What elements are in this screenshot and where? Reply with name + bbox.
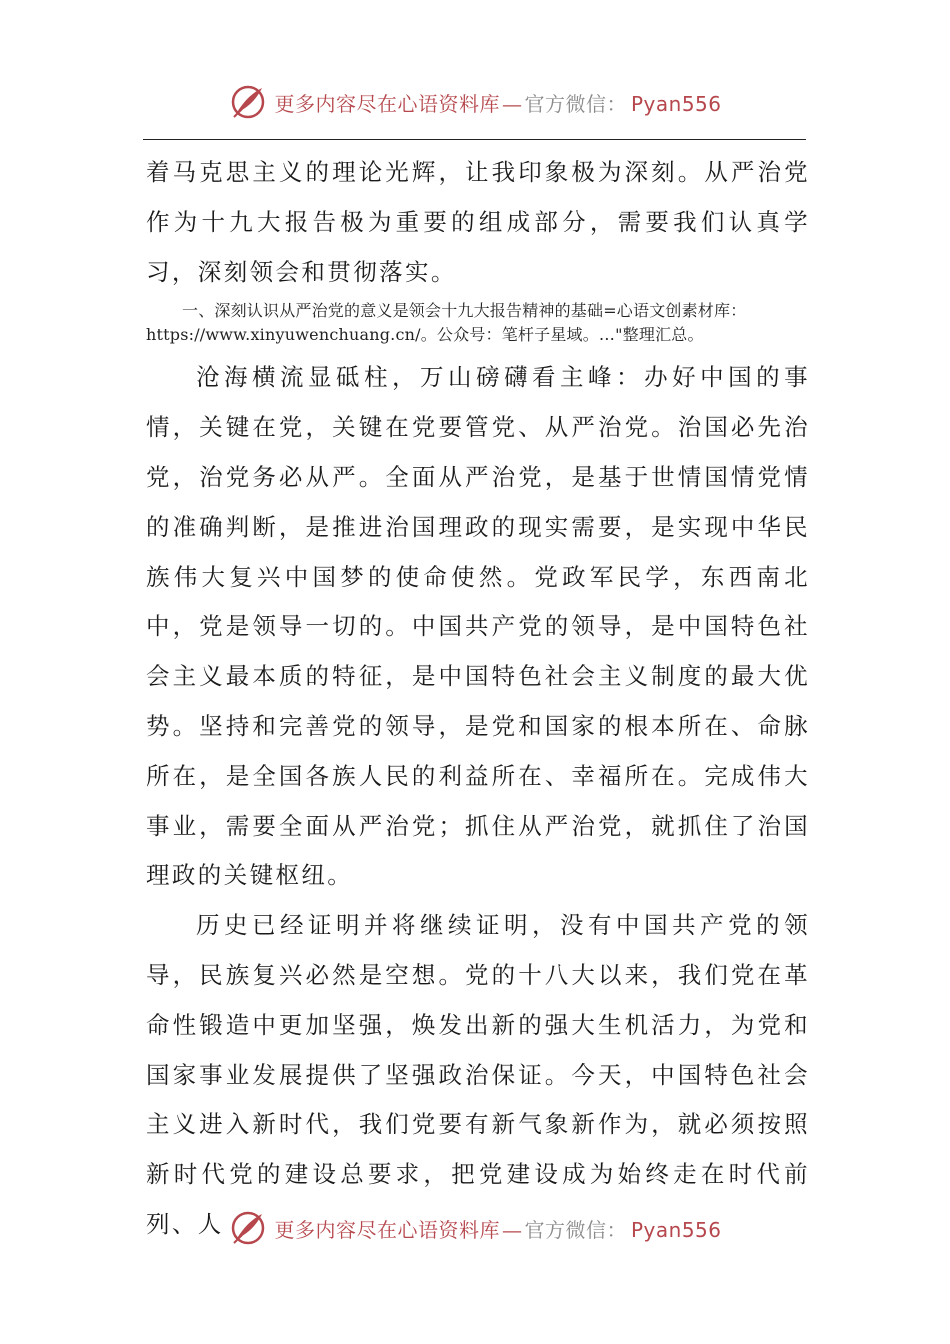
footer-banner-text	[274, 1214, 721, 1243]
footer-banner-dash: —	[501, 1217, 523, 1242]
header-banner-text	[274, 88, 721, 117]
footer-banner	[0, 1206, 950, 1250]
document-body	[146, 148, 810, 1250]
header-banner	[0, 80, 950, 124]
header-divider	[143, 139, 806, 140]
header-banner-label: 官方微信：	[524, 91, 627, 116]
quill-logo-icon	[228, 82, 268, 122]
header-banner-dash: —	[501, 91, 523, 116]
footer-banner-label: 官方微信：	[524, 1217, 627, 1242]
paragraph-3: 历史已经证明并将继续证明，没有中国共产党的领导，民族复兴必然是空想。党的十八大以来，我们党在革命性锻造中更加坚强，焕发出新的强大生机活力，为党和国家事业发展提供了坚强政治保证。今天，中国特色社会主义进入新时代，我们党要有新气象新作为，就必须按照新时代党的建设总要求，把党建设成为始终走在时代前列、人	[146, 911, 810, 1238]
paragraph-1: 着马克思主义的理论光辉，让我印象极为深刻。从严治党作为十九大报告极为重要的组成部分，需要我们认真学习，深刻领会和贯彻落实。	[146, 158, 810, 286]
footer-banner-id: Pyan556	[630, 1217, 722, 1242]
footer-banner-title: 更多内容尽在心语资料库	[274, 1217, 500, 1242]
header-banner-id: Pyan556	[630, 91, 722, 116]
header-banner-title: 更多内容尽在心语资料库	[274, 91, 500, 116]
paragraph-2: 沧海横流显砥柱，万山磅礴看主峰：办好中国的事情，关键在党，关键在党要管党、从严治党。治国必先治党，治党务必从严。全面从严治党，是基于世情国情党情的准确判断，是推进治国理政的现实需要，是实现中华民族伟大复兴中国梦的使命使然。党政军民学，东西南北中，党是领导一切的。中国共产党的领导，是中国特色社会主义最本质的特征，是中国特色社会主义制度的最大优势。坚持和完善党的领导，是党和国家的根本所在、命脉所在，是全国各族人民的利益所在、幸福所在。完成伟大事业，需要全面从严治党；抓住从严治党，就抓住了治国理政的关键枢纽。	[146, 363, 810, 890]
section-note: 一、深刻认识从严治党的意义是领会十九大报告精神的基础=心语文创素材库：https://www.xinyuwenchuang.cn/。公众号：笔杆子星域。…"整理汇总。	[146, 301, 747, 345]
quill-logo-icon	[228, 1208, 268, 1248]
